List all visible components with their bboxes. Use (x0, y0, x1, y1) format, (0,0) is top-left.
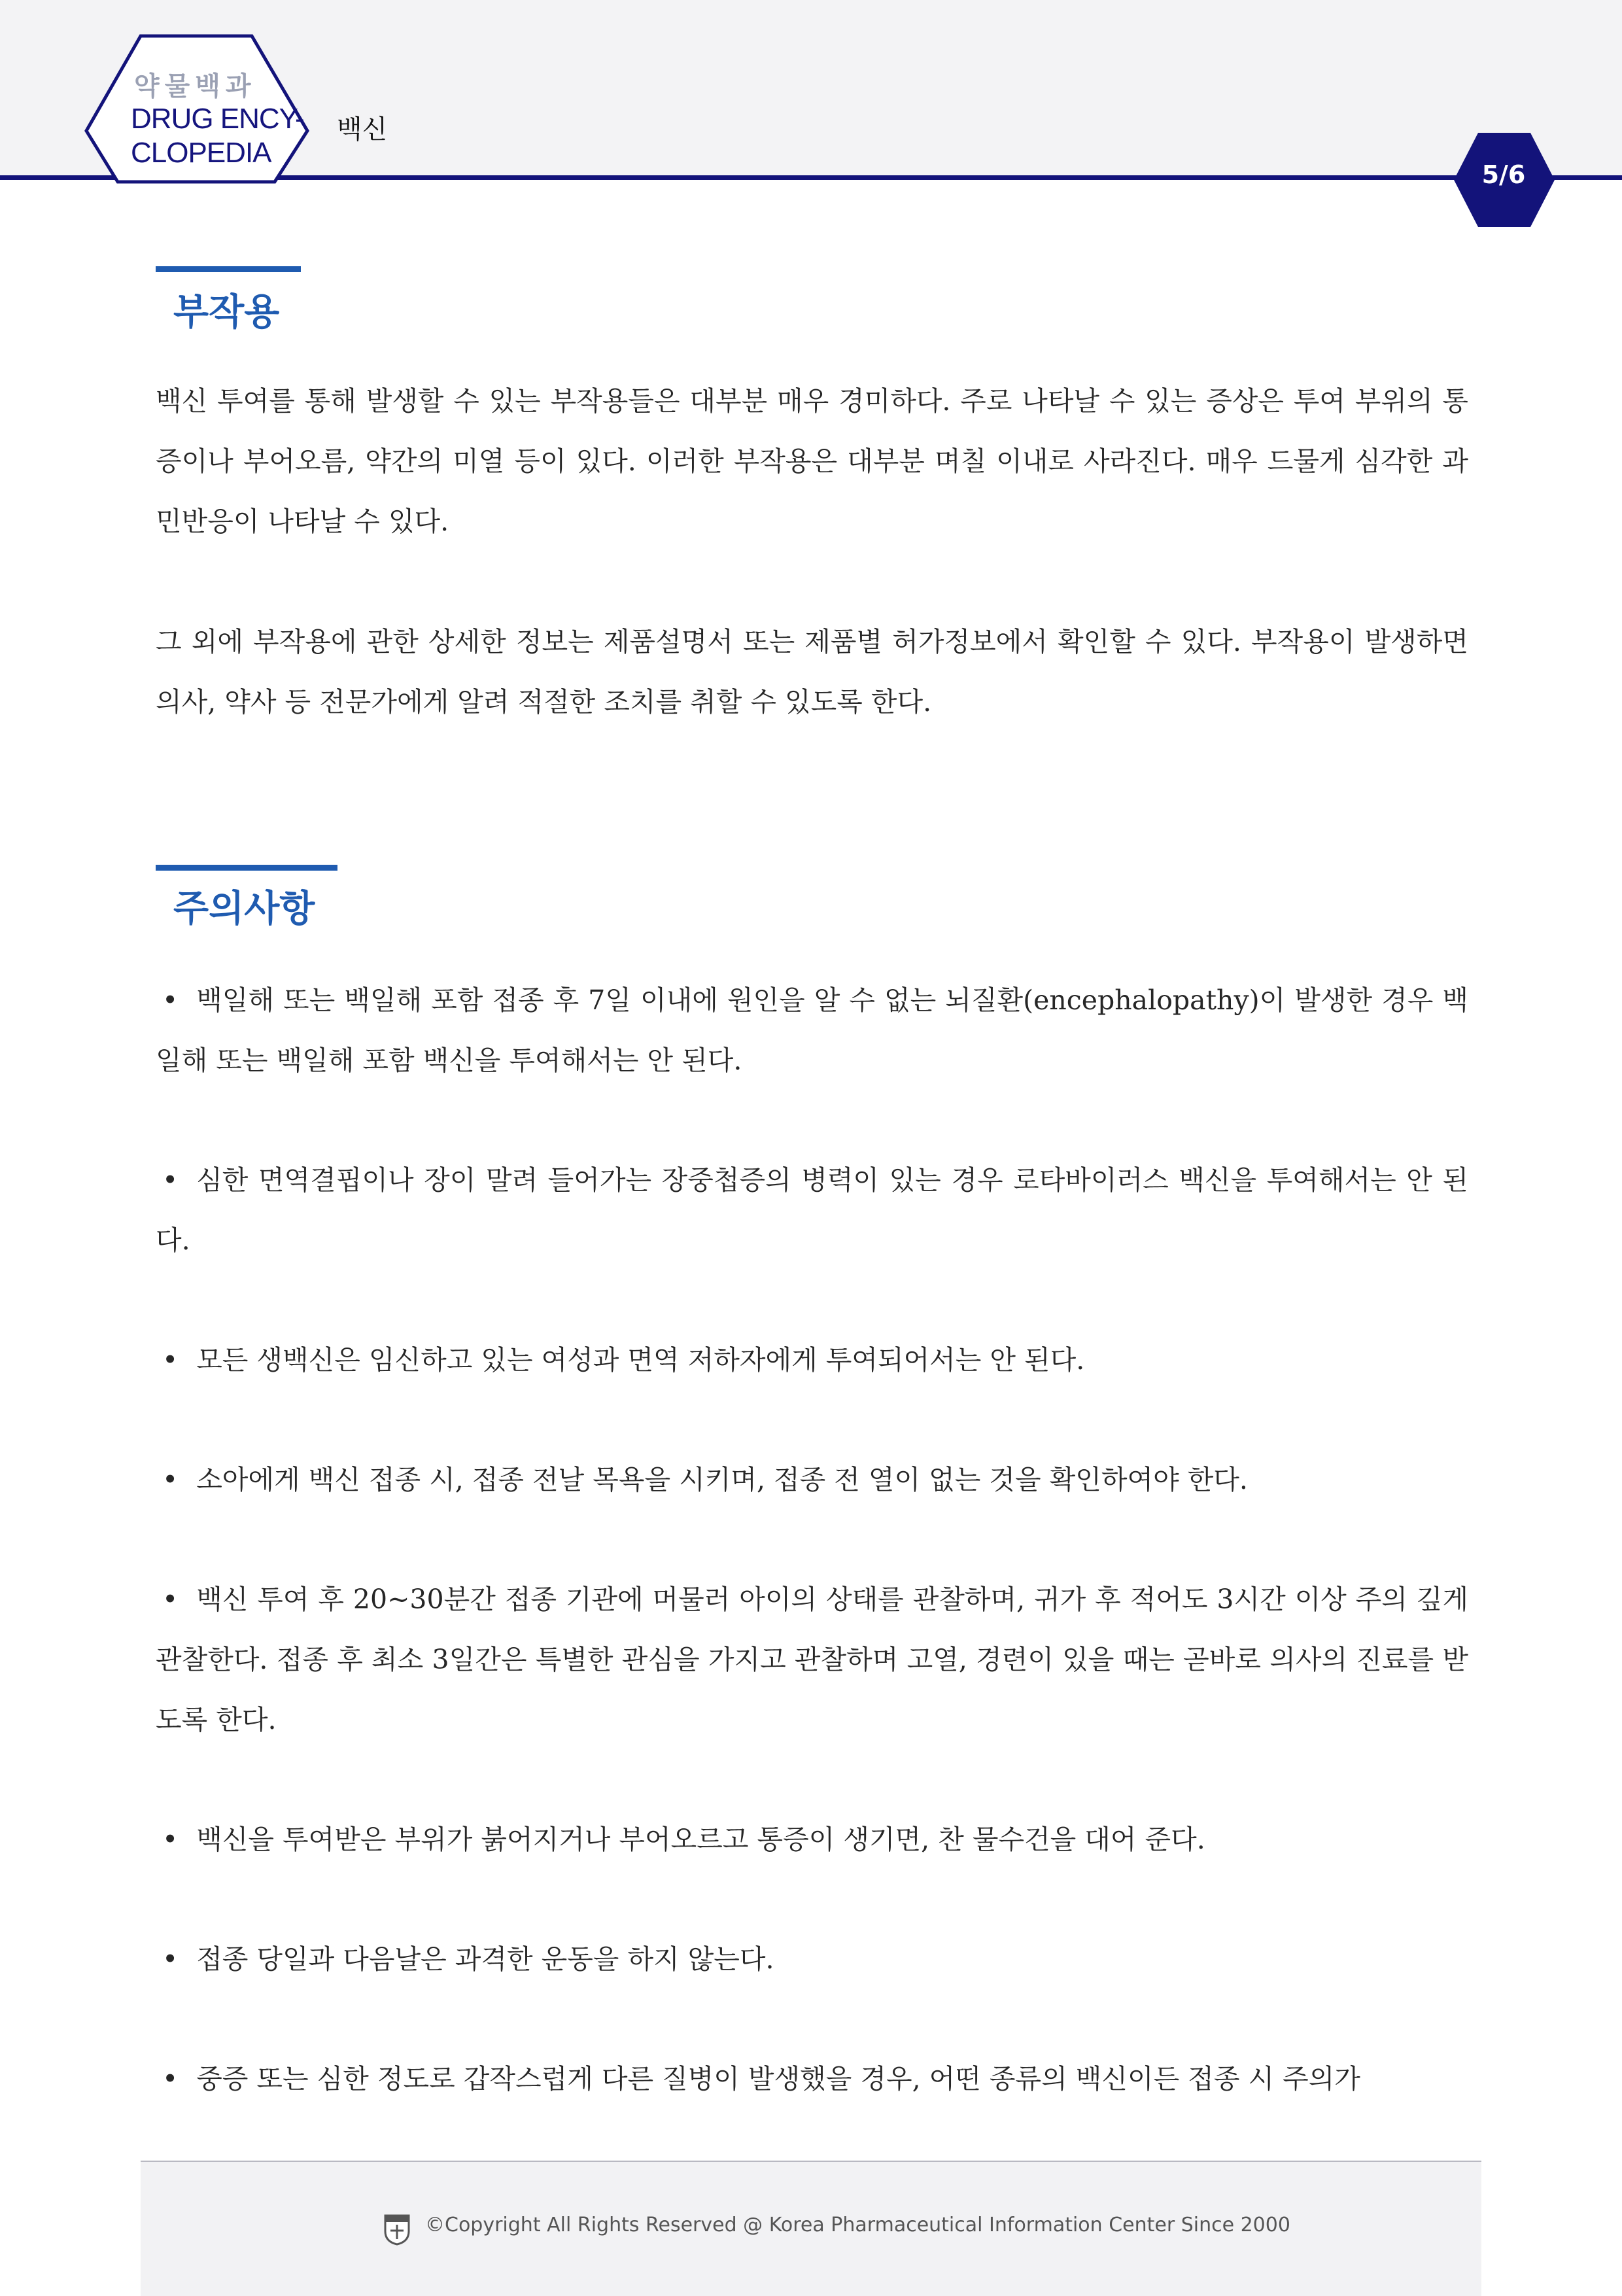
precaution-text: 심한 면역결핍이나 장이 말려 들어가는 장중첩증의 병력이 있는 경우 로타바이러스 백신을 투여해서는 안 된다. (156, 1164, 1468, 1256)
section-heading-side-effects: 부작용 (173, 291, 280, 334)
precaution-text: 접종 당일과 다음날은 과격한 운동을 하지 않는다. (196, 1943, 774, 1975)
bullet-icon: • (162, 2063, 179, 2095)
logo-english-line2: CLOPEDIA (131, 137, 271, 169)
precaution-text: 모든 생백신은 임신하고 있는 여성과 면역 저하자에게 투여되어서는 안 된다. (196, 1344, 1085, 1376)
precaution-text: 소아에게 백신 접종 시, 접종 전날 목욕을 시키며, 접종 전 열이 없는 것을 확인하여야 한다. (196, 1464, 1248, 1495)
side-effects-paragraph-1: 백신 투여를 통해 발생할 수 있는 부작용들은 대부분 매우 경미하다. 주로 나타날 수 있는 증상은 투여 부위의 통증이나 부어오름, 약간의 미열 등이 있다. 이러한 부작용은 대부분 며칠 이내로 사라진다. 매우 드물게 심각한 과민반응이 나타날 수 있다. (156, 385, 1468, 537)
bullet-icon: • (162, 1344, 179, 1376)
precaution-text: 백신을 투여받은 부위가 붉어지거나 부어오르고 통증이 생기면, 찬 물수건을 대어 준다. (196, 1824, 1205, 1855)
kpic-emblem-icon (383, 2213, 411, 2246)
precaution-item (156, 2049, 1468, 2109)
copyright-text: ©Copyright All Rights Reserved @ Korea Pharmaceutical Information Center Since 2000 (425, 2214, 1290, 2236)
precaution-item (156, 970, 1468, 1090)
logo-korean: 약물백과 (134, 71, 256, 101)
bullet-icon: • (162, 1824, 179, 1855)
precaution-text: 백일해 또는 백일해 포함 접종 후 7일 이내에 원인을 알 수 없는 뇌질환(encephalopathy)이 발생한 경우 백일해 또는 백일해 포함 백신을 투여해서는 안 된다. (156, 984, 1468, 1076)
logo-english-line1: DRUG ENCY- (131, 103, 304, 135)
section-heading-precautions: 주의사항 (173, 888, 315, 930)
bullet-icon: • (162, 1164, 179, 1196)
section-underline (156, 865, 337, 871)
bullet-icon: • (162, 984, 179, 1016)
side-effects-paragraph-2: 그 외에 부작용에 관한 상세한 정보는 제품설명서 또는 제품별 허가정보에서 확인할 수 있다. 부작용이 발생하면 의사, 약사 등 전문가에게 알려 적절한 조치를 취할 수 있도록 한다. (156, 626, 1468, 718)
logo-english (131, 102, 307, 170)
bullet-icon: • (162, 1464, 179, 1495)
precaution-text: 백신 투여 후 20~30분간 접종 기관에 머물러 아이의 상태를 관찰하며, 귀가 후 적어도 3시간 이상 주의 깊게 관찰한다. 접종 후 최소 3일간은 특별한 관심을 가지고 관찰하며 고열, 경련이 있을 때는 곧바로 의사의 진료를 받도록 한다. (156, 1584, 1468, 1735)
section-underline (156, 266, 301, 272)
precaution-item (156, 1809, 1468, 1870)
page-indicator: 5/6 (1481, 160, 1526, 189)
precaution-item (156, 1929, 1468, 1989)
precaution-text: 중증 또는 심한 정도로 갑작스럽게 다른 질병이 발생했을 경우, 어떤 종류의 백신이든 접종 시 주의가 (196, 2063, 1360, 2095)
precaution-item (156, 1150, 1468, 1270)
document-title: 백신 (337, 114, 388, 145)
bullet-icon: • (162, 1943, 179, 1975)
precaution-item (156, 1450, 1468, 1510)
precaution-item (156, 1569, 1468, 1750)
precaution-item (156, 1330, 1468, 1390)
bullet-icon: • (162, 1584, 179, 1615)
